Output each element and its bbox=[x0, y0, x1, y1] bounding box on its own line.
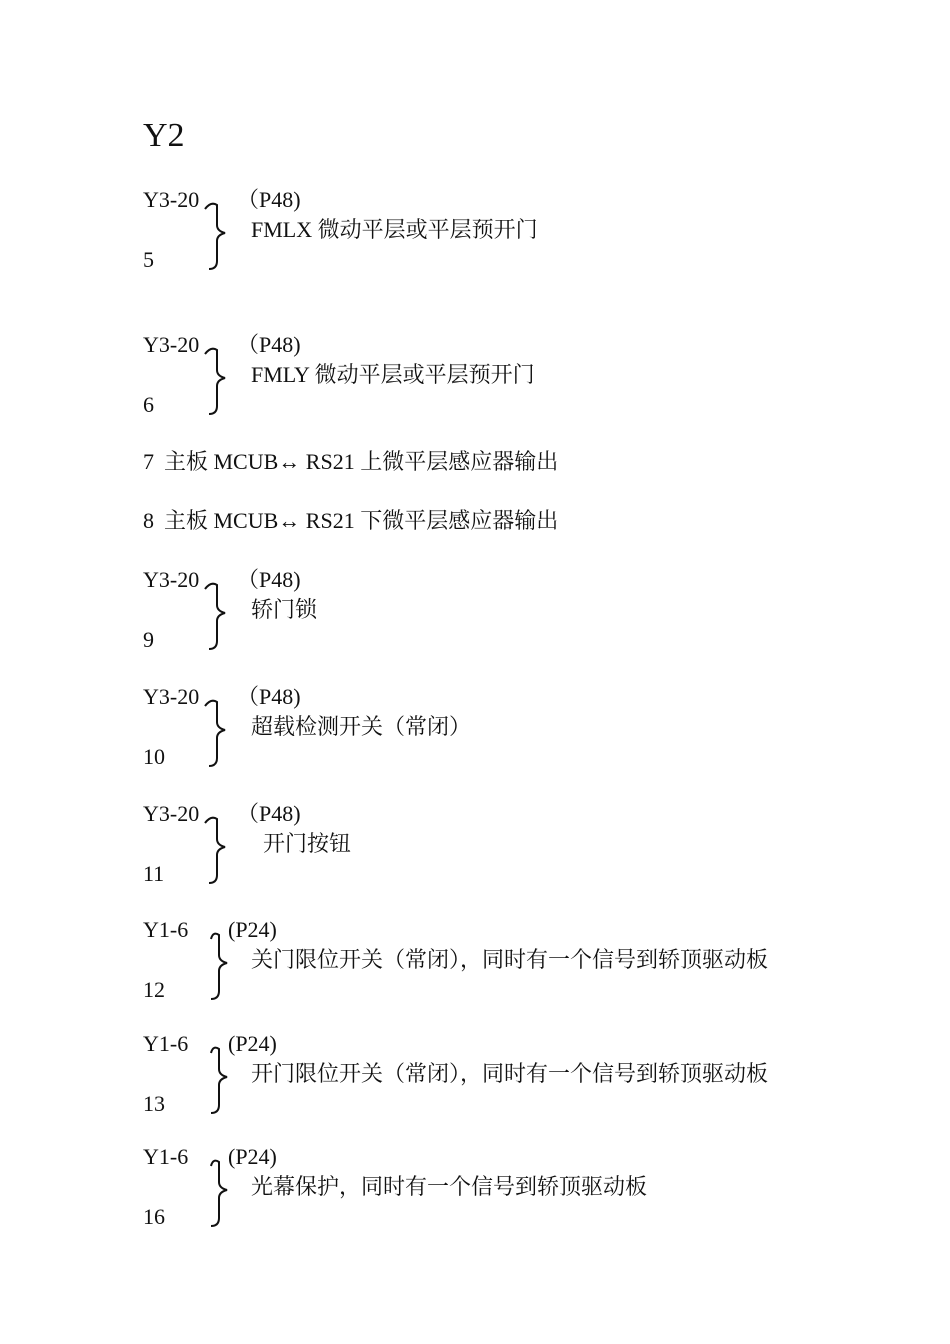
page-reference: （P48) bbox=[237, 801, 301, 826]
connector-label: Y1-6 bbox=[143, 1031, 189, 1056]
page-reference: （P48) bbox=[237, 187, 301, 212]
connector-label: Y1-6 bbox=[143, 1144, 189, 1169]
pin-description: 超载检测开关（常闭） bbox=[251, 714, 472, 739]
pin-number: 8 bbox=[143, 508, 154, 533]
pin-entry-6 bbox=[143, 332, 863, 422]
pin-number: 12 bbox=[143, 977, 165, 1002]
pin-entry-12 bbox=[143, 917, 863, 1007]
pin-entry-5 bbox=[143, 187, 863, 277]
pin-entry-13 bbox=[143, 1031, 863, 1121]
pin-number: 13 bbox=[143, 1091, 165, 1116]
pin-number: 10 bbox=[143, 744, 165, 769]
pin-entry-9 bbox=[143, 567, 863, 657]
connector-label: Y1-6 bbox=[143, 917, 189, 942]
pin-description: 关门限位开关（常闭），同时有一个信号到轿顶驱动板 bbox=[251, 947, 769, 972]
pin-description: 光幕保护，同时有一个信号到轿顶驱动板 bbox=[251, 1174, 648, 1199]
pin-description: FMLY 微动平层或平层预开门 bbox=[251, 362, 535, 387]
pin-line-7 bbox=[143, 449, 558, 475]
connector-label: Y3-20 bbox=[143, 567, 200, 592]
connector-label: Y3-20 bbox=[143, 801, 200, 826]
pin-entry-16 bbox=[143, 1144, 863, 1234]
pin-number: 6 bbox=[143, 392, 154, 417]
pin-description: 开门限位开关（常闭），同时有一个信号到轿顶驱动板 bbox=[251, 1061, 769, 1086]
pin-description: 轿门锁 bbox=[251, 597, 318, 622]
pin-description: 主板 MCUB↔ RS21 上微平层感应器输出 bbox=[164, 449, 559, 474]
connector-label: Y3-20 bbox=[143, 187, 200, 212]
pin-description: FMLX 微动平层或平层预开门 bbox=[251, 217, 538, 242]
page-reference: （P48) bbox=[237, 567, 301, 592]
section-title: Y2 bbox=[143, 117, 185, 154]
connector-label: Y3-20 bbox=[143, 684, 200, 709]
pin-description: 开门按钮 bbox=[263, 831, 352, 856]
pin-number: 11 bbox=[143, 861, 165, 886]
pin-number: 16 bbox=[143, 1204, 165, 1229]
page-reference: （P48) bbox=[237, 684, 301, 709]
pin-number: 9 bbox=[143, 627, 154, 652]
pin-entry-11 bbox=[143, 801, 863, 891]
pin-line-8 bbox=[143, 508, 558, 534]
pin-number: 5 bbox=[143, 247, 154, 272]
pin-number: 7 bbox=[143, 449, 154, 474]
pin-entry-10 bbox=[143, 684, 863, 774]
page-reference: （P48) bbox=[237, 332, 301, 357]
page-reference: (P24) bbox=[228, 1144, 277, 1169]
pin-description: 主板 MCUB↔ RS21 下微平层感应器输出 bbox=[164, 508, 559, 533]
page-reference: (P24) bbox=[228, 917, 277, 942]
connector-label: Y3-20 bbox=[143, 332, 200, 357]
page-reference: (P24) bbox=[228, 1031, 277, 1056]
